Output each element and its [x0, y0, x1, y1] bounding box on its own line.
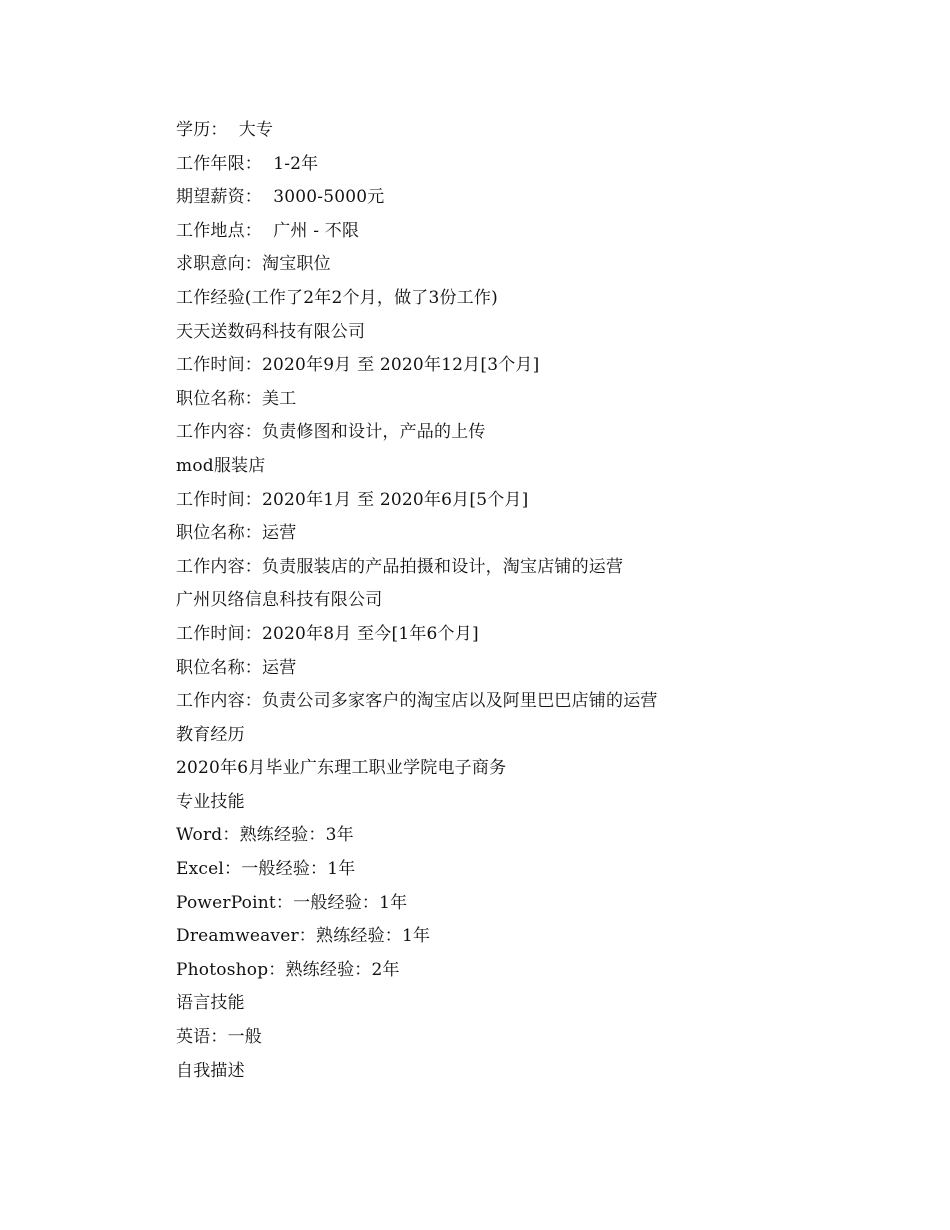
work-content: 工作内容：负责修图和设计，产品的上传 [176, 422, 486, 443]
language-skill-item: 英语：一般 [176, 1027, 262, 1048]
skill-item: Excel：一般经验：1年 [176, 859, 356, 880]
position-title: 职位名称：美工 [176, 388, 297, 409]
work-years-line: 工作年限： 1-2年 [176, 153, 319, 174]
position-title: 职位名称：运营 [176, 523, 297, 544]
job-intention-line: 求职意向：淘宝职位 [176, 254, 331, 275]
skill-item: Photoshop：熟练经验：2年 [176, 959, 400, 980]
company-name: 广州贝络信息科技有限公司 [176, 590, 383, 611]
education-level-line: 学历： 大专 [176, 120, 274, 140]
work-experience-heading: 工作经验(工作了2年2个月，做了3份工作) [176, 287, 498, 308]
work-period: 工作时间：2020年8月 至今[1年6个月] [176, 623, 479, 644]
work-location-line: 工作地点： 广州 - 不限 [176, 220, 360, 241]
self-description-heading: 自我描述 [176, 1060, 245, 1081]
position-title: 职位名称：运营 [176, 657, 297, 678]
work-content: 工作内容：负责服装店的产品拍摄和设计，淘宝店铺的运营 [176, 556, 624, 577]
resume-page [176, 114, 876, 1088]
education-heading: 教育经历 [176, 724, 245, 745]
expected-salary-line: 期望薪资： 3000-5000元 [176, 187, 385, 208]
work-period: 工作时间：2020年9月 至 2020年12月[3个月] [176, 355, 540, 376]
skill-item: Word：熟练经验：3年 [176, 825, 354, 846]
skill-item: Dreamweaver：熟练经验：1年 [176, 926, 431, 947]
company-name: mod服装店 [176, 455, 266, 476]
company-name: 天天送数码科技有限公司 [176, 321, 366, 342]
skill-item: PowerPoint：一般经验：1年 [176, 892, 408, 913]
language-skills-heading: 语言技能 [176, 993, 245, 1014]
work-period: 工作时间：2020年1月 至 2020年6月[5个月] [176, 489, 529, 510]
skills-heading: 专业技能 [176, 791, 245, 812]
education-entry: 2020年6月毕业广东理工职业学院电子商务 [176, 758, 507, 779]
work-content: 工作内容：负责公司多家客户的淘宝店以及阿里巴巴店铺的运营 [176, 691, 658, 712]
